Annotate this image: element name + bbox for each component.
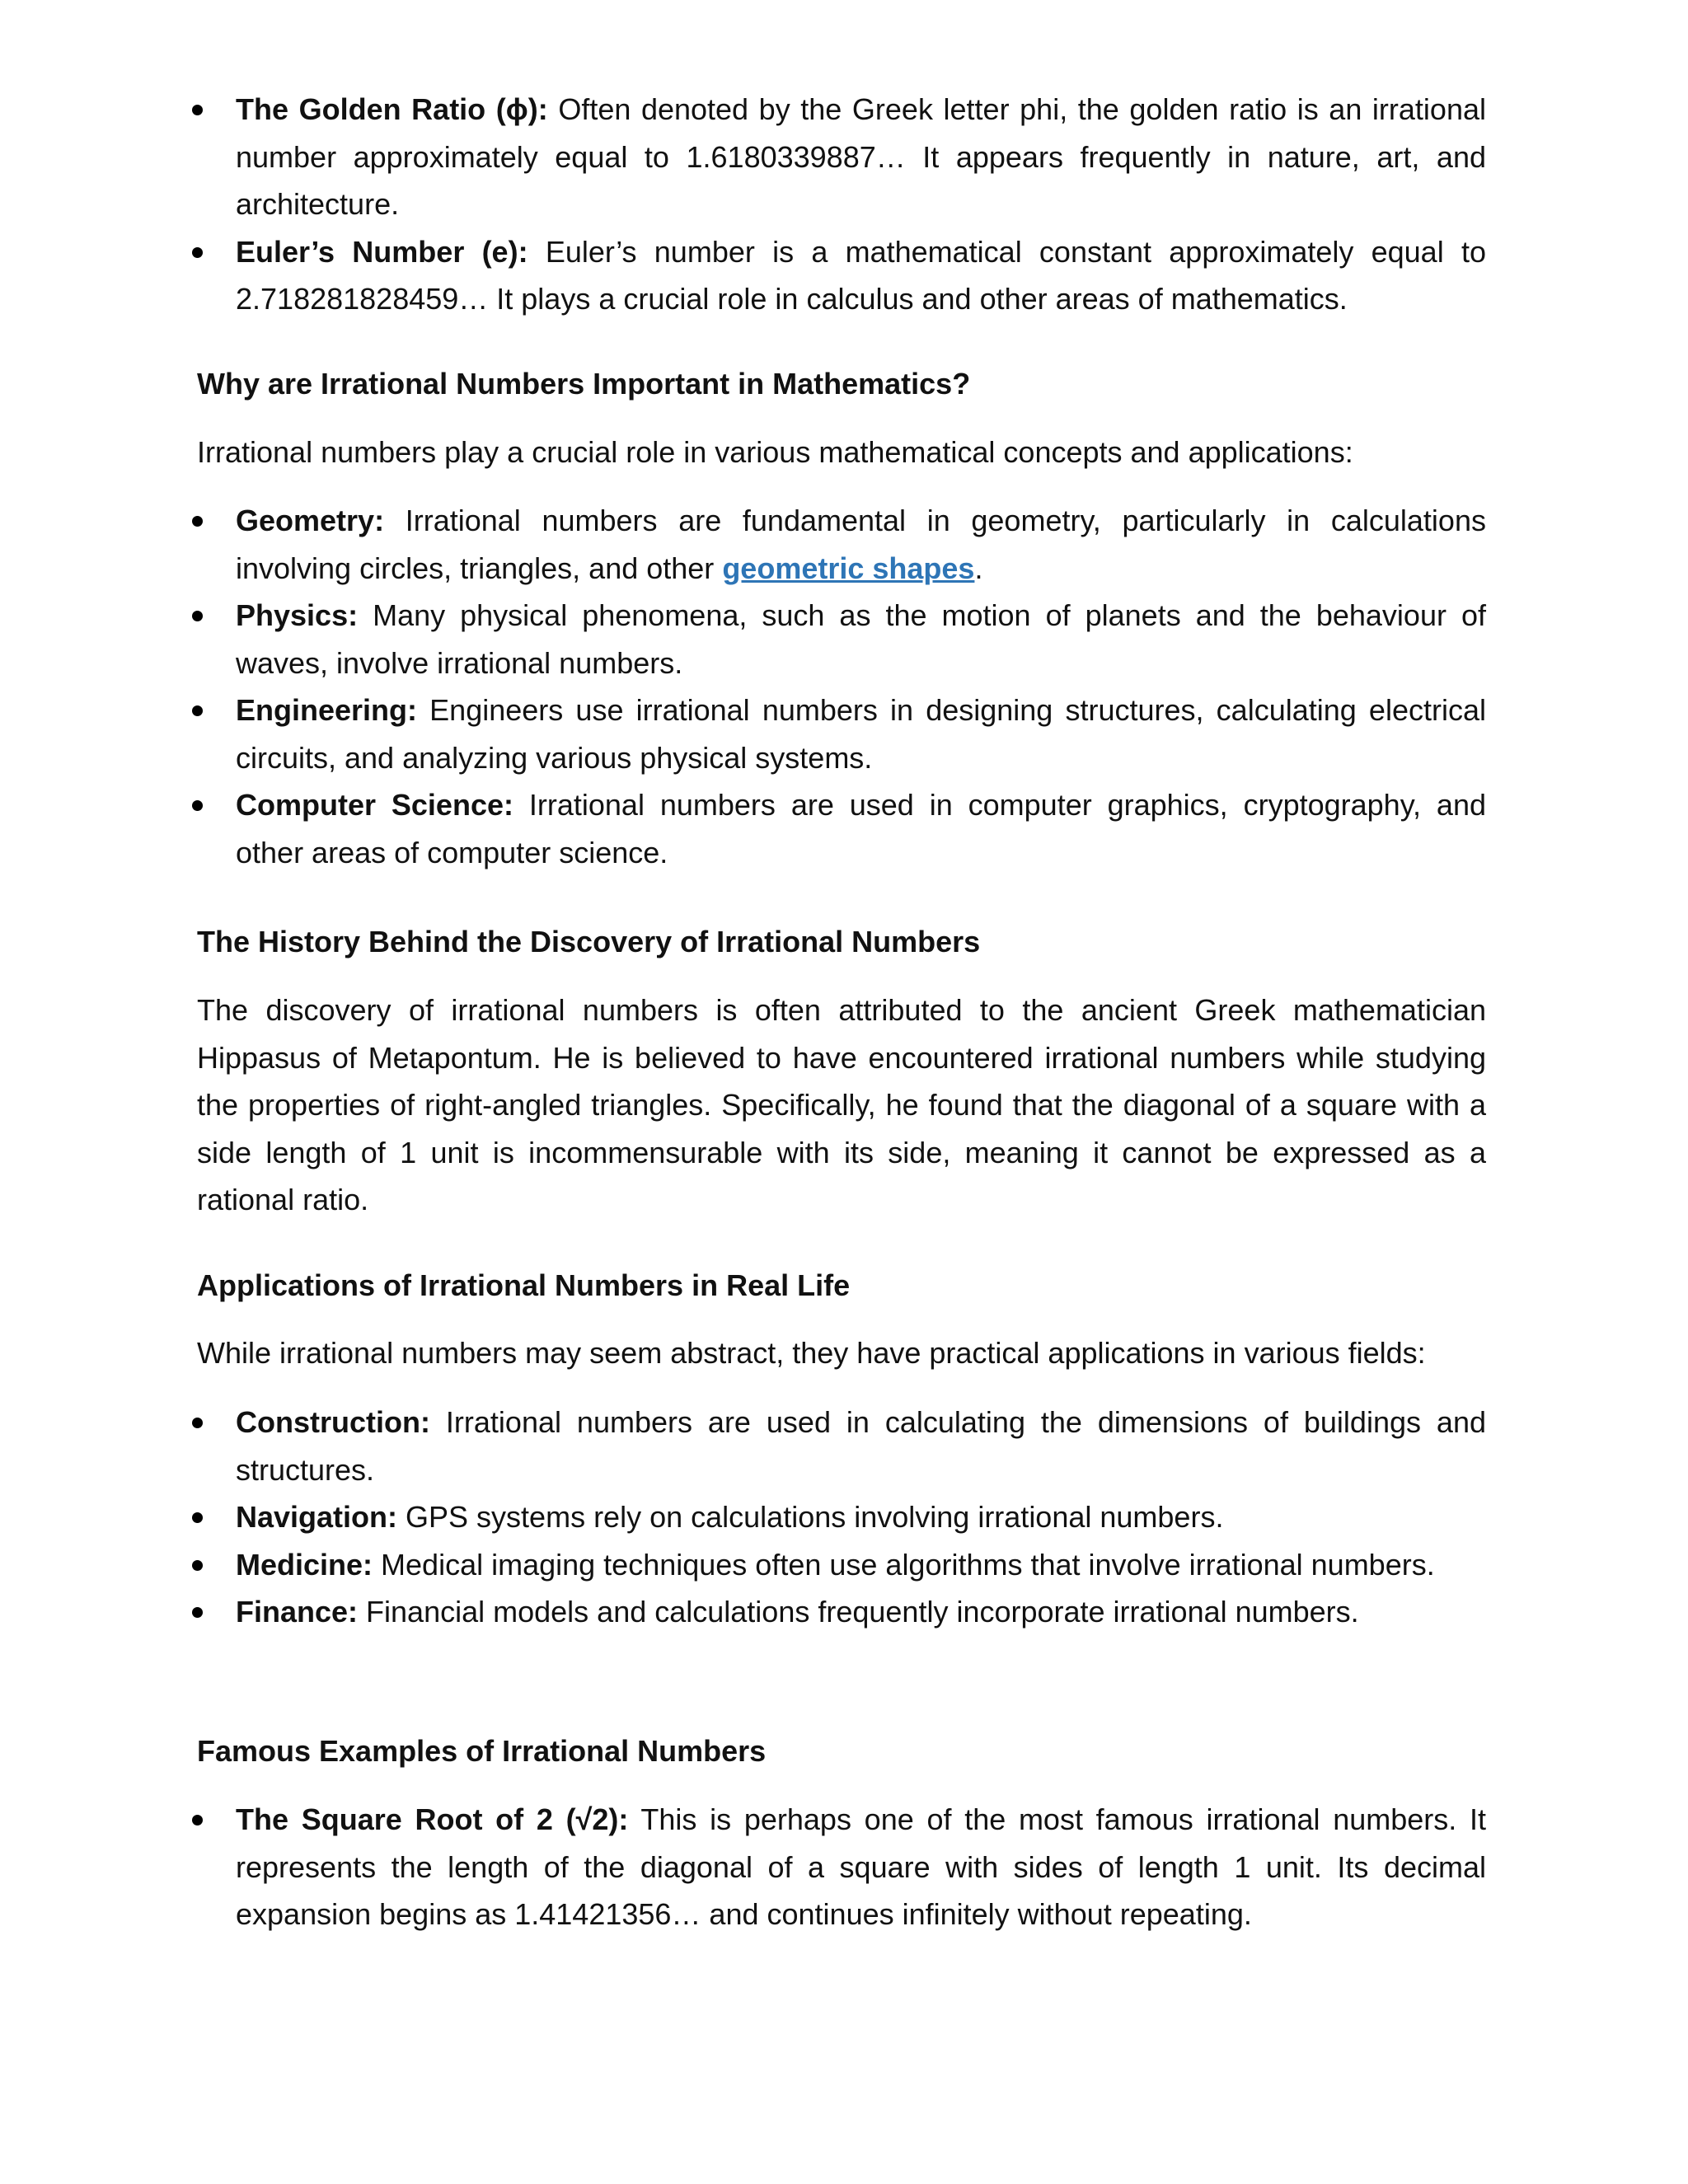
term: Geometry: — [236, 504, 385, 537]
bullet-icon — [192, 1512, 203, 1523]
importance-heading: Why are Irrational Numbers Important in Mathematics? — [197, 367, 971, 401]
list-item — [197, 1588, 1486, 1636]
list-item — [197, 228, 1486, 323]
applications-list — [197, 1399, 1486, 1636]
item-text: Medical imaging techniques often use algorithms that involve irrational numbers. — [381, 1547, 1435, 1582]
term: The Square Root of 2 (√2): — [236, 1802, 629, 1836]
item-text: Often denoted by the Greek letter phi, the golden ratio is an irrational number approximately equal to 1.6180339887… It appears frequently in nature, art, and architecture. — [236, 92, 1486, 221]
term: Navigation: — [236, 1500, 398, 1534]
bullet-icon — [192, 1607, 203, 1618]
item-text: Irrational numbers are used in calculating the dimensions of buildings and structures. — [236, 1405, 1486, 1487]
list-item — [197, 86, 1486, 228]
term: Medicine: — [236, 1547, 373, 1582]
bullet-icon — [192, 105, 203, 115]
importance-list — [197, 497, 1486, 876]
term: The Golden Ratio (ɸ): — [236, 92, 548, 126]
list-item — [197, 592, 1486, 687]
item-text: Irrational numbers are fundamental in geometry, particularly in calculations involving circles, triangles, and other — [236, 504, 1486, 585]
item-text: Many physical phenomena, such as the motion of planets and the behaviour of waves, involve irrational numbers. — [236, 598, 1486, 680]
list-item — [197, 1541, 1486, 1589]
list-item — [197, 1796, 1486, 1938]
famous-heading: Famous Examples of Irrational Numbers — [197, 1734, 767, 1768]
constants-list — [197, 86, 1486, 323]
bullet-icon — [192, 800, 203, 811]
geometric-shapes-link[interactable]: geometric shapes — [722, 551, 975, 585]
term: Finance: — [236, 1595, 359, 1629]
item-text: This is perhaps one of the most famous irrational numbers. It represents the length of the diagonal of a square with sides of length 1 unit. Its decimal expansion begins as 1.41421356… and continues infinitely without repeating. — [236, 1802, 1486, 1931]
item-text: Irrational numbers are used in computer graphics, cryptography, and other areas of computer science. — [236, 788, 1486, 869]
list-item — [197, 1493, 1486, 1541]
list-item — [197, 687, 1486, 781]
term: Computer Science: — [236, 788, 513, 822]
item-text: Financial models and calculations frequently incorporate irrational numbers. — [366, 1595, 1359, 1629]
applications-intro: While irrational numbers may seem abstract, they have practical applications in various fields: — [197, 1336, 1426, 1370]
term: Engineering: — [236, 693, 418, 727]
bullet-icon — [192, 611, 203, 621]
history-heading: The History Behind the Discovery of Irrational Numbers — [197, 925, 981, 958]
list-item — [197, 1399, 1486, 1493]
term: Construction: — [236, 1405, 430, 1439]
famous-list — [197, 1796, 1486, 1938]
history-paragraph: The discovery of irrational numbers is often attributed to the ancient Greek mathematician Hippasus of Metapontum. He is believed to have encountered irrational numbers while studying the properties of right-angled triangles. Specifically, he found that the diagonal of a square with a side length of 1 unit is incommensurable with its side, meaning it cannot be expressed as a rational ratio. — [197, 993, 1486, 1216]
term: Physics: — [236, 598, 359, 632]
applications-heading: Applications of Irrational Numbers in Real Life — [197, 1268, 851, 1302]
bullet-icon — [192, 1815, 203, 1825]
importance-intro: Irrational numbers play a crucial role in various mathematical concepts and applications: — [197, 435, 1353, 469]
item-punctuation: . — [974, 551, 983, 585]
item-text: Euler’s number is a mathematical constant approximately equal to 2.718281828459… It plays a crucial role in calculus and other areas of mathematics. — [236, 234, 1486, 316]
bullet-icon — [192, 1418, 203, 1428]
list-item — [197, 781, 1486, 876]
bullet-icon — [192, 705, 203, 716]
bullet-icon — [192, 1560, 203, 1571]
term: Euler’s Number (e): — [236, 234, 528, 269]
bullet-icon — [192, 247, 203, 258]
bullet-icon — [192, 516, 203, 527]
list-item — [197, 497, 1486, 592]
item-text: Engineers use irrational numbers in designing structures, calculating electrical circuits, and analyzing various physical systems. — [236, 693, 1486, 775]
item-text: GPS systems rely on calculations involving irrational numbers. — [406, 1500, 1224, 1534]
